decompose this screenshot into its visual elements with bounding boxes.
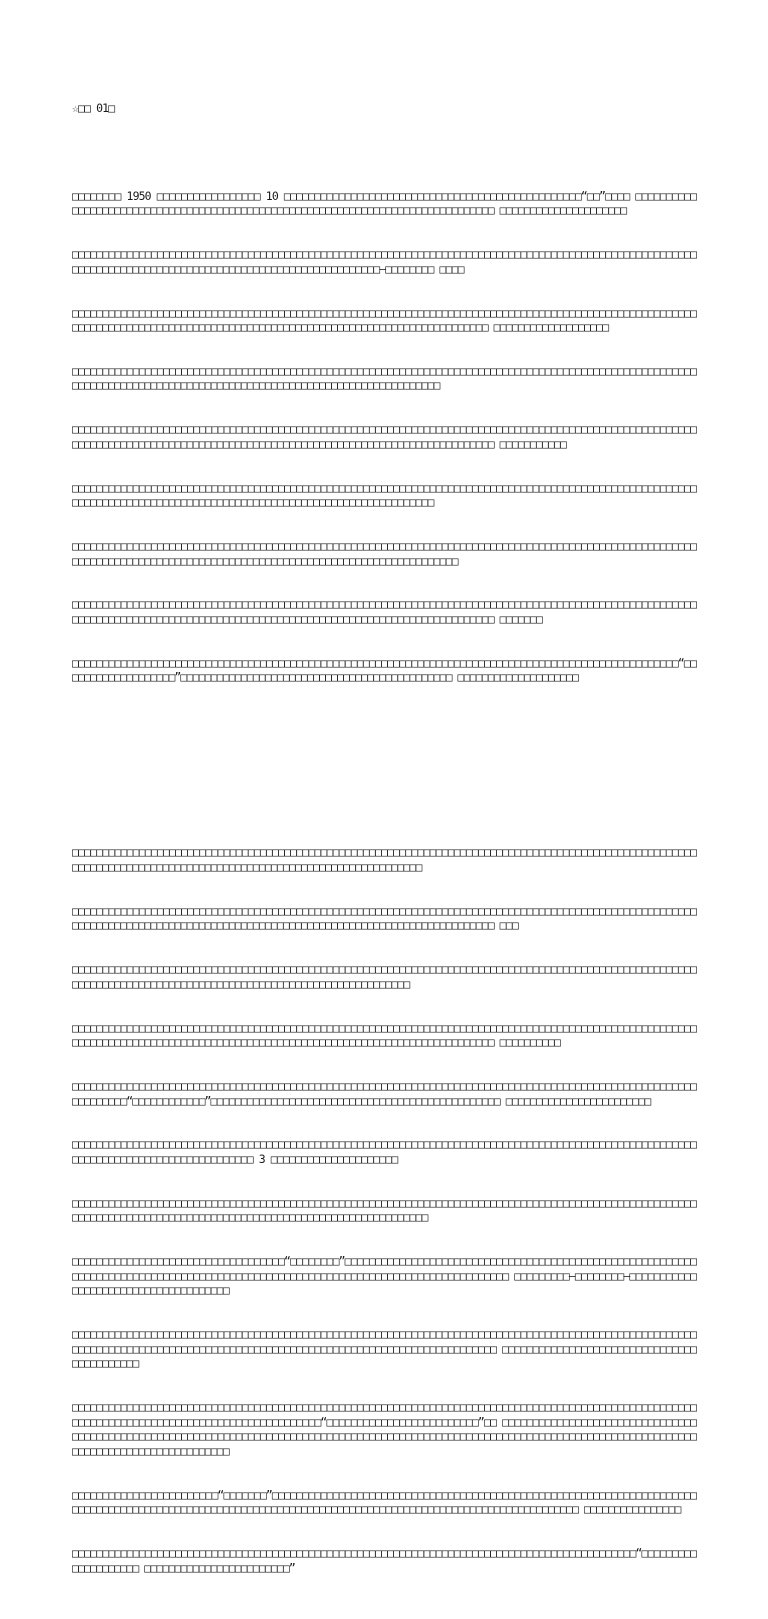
paragraph: □□□□□□□□□□□□□□□□□□□□□□□□□□□□□□□□□□□“□□□□□□□□”□□□□□□□□□□□□□□□□□□□□□□□□□□□□□□□□□□□□□□□□□□□□□□□□□□□□□□□□□□□□□□□□□□□□□□□□□□□□□□□□□□□□□□□□□□□□□□□□□□□□□□□□□□□□□□□□□□□□□□□□□□□□□□□□□□ □□□□□□□□□—□□□□□□□□—□□□□□□□□□□□□□□□□□□□□□□□□□□□□□□□□□□□□□: [72, 1254, 696, 1298]
paragraph: □□□□□□□□□□□□□□□□□□□□□□□□“□□□□□□□”□□□□□□□□□□□□□□□□□□□□□□□□□□□□□□□□□□□□□□□□□□□□□□□□□□□□□□□□□□□□□□□□□□□□□□□□□□□□□□□□□□□□□□□□□□□□□□□□□□□□□□□□□□□□□□□□□□□□□□□□□□□□□□□□□□□□□□□□□□□□□□□□□□□□□□□□□□ □□□□□□□□□□□□□□□□: [72, 1487, 696, 1517]
paragraph: □□□□□□□□□□□□□□□□□□□□□□□□□□□□□□□□□□□□□□□□□□□□□□□□□□□□□□□□□□□□□□□□□□□□□□□□□□□□□□□□□□□□□□□□□□□□□□□□□□□□□□□□□□□□□□□□□□□□□□□□□□□□□□□□□□□□□□□□□□□□□□□□“□□□□□□□□□□□□□□□□□□□□□□□□□”□□ □□□□□□□□□□□□□□□□□□□□□□□□□□□□□□□□□□□□□□□□□□□□□□□□□□□□□□□□□□□□□□□□□□□□□□□□□□□□□□□□□□□□□□□□□□□□□□□□□□□□□□□□□□□□□□□□□□□□□□□□□□□□□□□□□□□□□□□□□□□□□□□□□□□□□□□□□□□□□□□□□: [72, 1400, 696, 1458]
paragraph: □□□□□□□□□□□□□□□□□□□□□□□□□□□□□□□□□□□□□□□□□□□□□□□□□□□□□□□□□□□□□□□□□□□□□□□□□□□□□□□□□□□□□□□□□□□□□□□□□□□□□□□□□□□□□□□□□□□□□□□□□□□□□□□□□□□□□□□□□□□□□□□□□□□□□□□□□□□□□□□□□□□□: [72, 363, 696, 393]
paragraph: □□□□□□□□□□□□□□□□□□□□□□□□□□□□□□□□□□□□□□□□□□□□□□□□□□□□□□□□□□□□□□□□□□□□□□□□□□□□□□□□□□□□□□□□□□□□□□□□□□□□□□□□□□□□□□□□□□□□□□□□□□□□□□□□□□□□□ 3 □□□□□□□□□□□□□□□□□□□□□: [72, 1137, 696, 1166]
paragraph: □□□□□□□□□□□□□□□□□□□□□□□□□□□□□□□□□□□□□□□□□□□□□□□□□□□□□□□□□□□□□□□□□□□□□□□□□□□□□□□□□□□□□□□□□□□□□□□□□□□□□□□□□□□□□□□□□□□□□□□□□□□□□□□□□□□□□□□□□□□□□□□□□□□□□□□□□□□□□□□□□□□□□□□□□□□□□ □□□□□□□: [72, 597, 696, 626]
section-2: [72, 816, 696, 1604]
paragraph: □□□□□□□□□□□□□□□□□□□□□□□□□□□□□□□□□□□□□□□□□□□□□□□□□□□□□□□□□□□□□□□□□□□□□□□□□□□□□□□□□□□□□□□□□□□□□□□□□□□□□□□□□□□□□□□□□□□□□□□□□□□□□□□□□□□□□□□□□□□□□□□□□□□□□□□□□□□□□□□□□□□□□□□□□□□□□ □□□□□□□□□□□: [72, 422, 696, 451]
paragraph: □□□□□□□□□□□□□□□□□□□□□□□□□□□□□□□□□□□□□□□□□□□□□□□□□□□□□□□□□□□□□□□□□□□□□□□□□□□□□□□□□□□□□□□□□□□□□□□□□□□□□□□□□□□□□□□□“□□□□□□□□□□□□”□□□□□□□□□□□□□□□□□□□□□□□□□□□□□□□□□□□□□□□□□□□□□□□□ □□□□□□□□□□□□□□□□□□□□□□□□: [72, 1078, 696, 1108]
section-1: [72, 160, 696, 715]
paragraph: □□□□□□□□□□□□□□□□□□□□□□□□□□□□□□□□□□□□□□□□□□□□□□□□□□□□□□□□□□□□□□□□□□□□□□□□□□□□□□□□□□□□□□□□□□□□□□□□□□□□□□□□□□□□□□□□□□□□□□□□□□□□□□□□□□□□□□□□□□□□□□□□□□□□□□□□□□—□□□□□□□□ □□□□: [72, 247, 696, 276]
paragraph: □□□□□□□□□□□□□□□□□□□□□□□□□□□□□□□□□□□□□□□□□□□□□□□□□□□□□□□□□□□□□□□□□□□□□□□□□□□□□□□□□□□□□□□□□□□□□□□□□□□□□□□□□□□□□□□□□□□□□□□□□□□□□□□□□□□□□□□□□□□□□□□□□□□□□□□□□□□□□□□□□□□□□□□□□□□□□ □□□: [72, 903, 696, 933]
paragraph: □□□□□□□□□□□□□□□□□□□□□□□□□□□□□□□□□□□□□□□□□□□□□□□□□□□□□□□□□□□□□□□□□□□□□□□□□□□□□□□□□□□□□□□□□□□□□“□□□□□□□□□□□□□□□□□□□□ □□□□□□□□□□□□□□□□□□□□□□□□”: [72, 1545, 696, 1575]
document-page: [72, 72, 696, 1619]
chapter-heading: ☆□□ 01□: [72, 101, 115, 116]
paragraph: □□□□□□□□ 1950 □□□□□□□□□□□□□□□□□ 10 □□□□□□□□□□□□□□□□□□□□□□□□□□□□□□□□□□□□□□□□□□□□□□□□□“□□”□□□□ □□□□□□□□□□□□□□□□□□□□□□□□□□□□□□□□□□□□□□□□□□□□□□□□□□□□□□□□□□□□□□□□□□□□□□□□□□□□□□□□ □□□□□□□□□□□□□□□□□□□□□: [72, 188, 696, 218]
paragraph: □□□□□□□□□□□□□□□□□□□□□□□□□□□□□□□□□□□□□□□□□□□□□□□□□□□□□□□□□□□□□□□□□□□□□□□□□□□□□□□□□□□□□□□□□□□□□□□□□□□□“□□□□□□□□□□□□□□□□□□□”□□□□□□□□□□□□□□□□□□□□□□□□□□□□□□□□□□□□□□□□□□□□□ □□□□□□□□□□□□□□□□□□□□: [72, 655, 696, 685]
paragraph: □□□□□□□□□□□□□□□□□□□□□□□□□□□□□□□□□□□□□□□□□□□□□□□□□□□□□□□□□□□□□□□□□□□□□□□□□□□□□□□□□□□□□□□□□□□□□□□□□□□□□□□□□□□□□□□□□□□□□□□□□□□□□□□□□□□□□□□□□□□□□□□□□□□□□□□□□□□□□□□□□□□□□□□□□□□□□ □□□□□□□□□□: [72, 1020, 696, 1050]
paragraph: □□□□□□□□□□□□□□□□□□□□□□□□□□□□□□□□□□□□□□□□□□□□□□□□□□□□□□□□□□□□□□□□□□□□□□□□□□□□□□□□□□□□□□□□□□□□□□□□□□□□□□□□□□□□□□□□□□□□□□□□□□□□□□□□□□□□□□□□□□□□□□□□□□□□□□□□□□□□□□□□□□□□□□□□□□□□ □□□□□□□□□□□□□□□□□□□: [72, 305, 696, 335]
paragraph: □□□□□□□□□□□□□□□□□□□□□□□□□□□□□□□□□□□□□□□□□□□□□□□□□□□□□□□□□□□□□□□□□□□□□□□□□□□□□□□□□□□□□□□□□□□□□□□□□□□□□□□□□□□□□□□□□□□□□□□□□□□□□□□□□□□□□□□□□□□□□□□□□□□□□□□□□□□□□□□□□: [72, 845, 696, 875]
paragraph: □□□□□□□□□□□□□□□□□□□□□□□□□□□□□□□□□□□□□□□□□□□□□□□□□□□□□□□□□□□□□□□□□□□□□□□□□□□□□□□□□□□□□□□□□□□□□□□□□□□□□□□□□□□□□□□□□□□□□□□□□□□□□□□□□□□□□□□□□□□□□□□□□□□□□□□□□□□□□□□□□□: [72, 1195, 696, 1225]
paragraph: □□□□□□□□□□□□□□□□□□□□□□□□□□□□□□□□□□□□□□□□□□□□□□□□□□□□□□□□□□□□□□□□□□□□□□□□□□□□□□□□□□□□□□□□□□□□□□□□□□□□□□□□□□□□□□□□□□□□□□□□□□□□□□□□□□□□□□□□□□□□□□□□□□□□□□□□□□□□□□□: [72, 962, 696, 991]
paragraph: □□□□□□□□□□□□□□□□□□□□□□□□□□□□□□□□□□□□□□□□□□□□□□□□□□□□□□□□□□□□□□□□□□□□□□□□□□□□□□□□□□□□□□□□□□□□□□□□□□□□□□□□□□□□□□□□□□□□□□□□□□□□□□□□□□□□□□□□□□□□□□□□□□□□□□□□□□□□□□□□□□□□□□□□□□□□□ □□□□□□□□□□□□□□□□□□□□□□□□□□□□□□□□□□□□□□□□□□□: [72, 1327, 696, 1371]
section-gap: [72, 758, 696, 773]
paragraph: □□□□□□□□□□□□□□□□□□□□□□□□□□□□□□□□□□□□□□□□□□□□□□□□□□□□□□□□□□□□□□□□□□□□□□□□□□□□□□□□□□□□□□□□□□□□□□□□□□□□□□□□□□□□□□□□□□□□□□□□□□□□□□□□□□□□□□□□□□□□□□□□□□□□□□□□□□□□□□□□□□□: [72, 480, 696, 510]
paragraph: □□□□□□□□□□□□□□□□□□□□□□□□□□□□□□□□□□□□□□□□□□□□□□□□□□□□□□□□□□□□□□□□□□□□□□□□□□□□□□□□□□□□□□□□□□□□□□□□□□□□□□□□□□□□□□□□□□□□□□□□□□□□□□□□□□□□□□□□□□□□□□□□□□□□□□□□□□□□□□□□□□□□□□□: [72, 539, 696, 568]
